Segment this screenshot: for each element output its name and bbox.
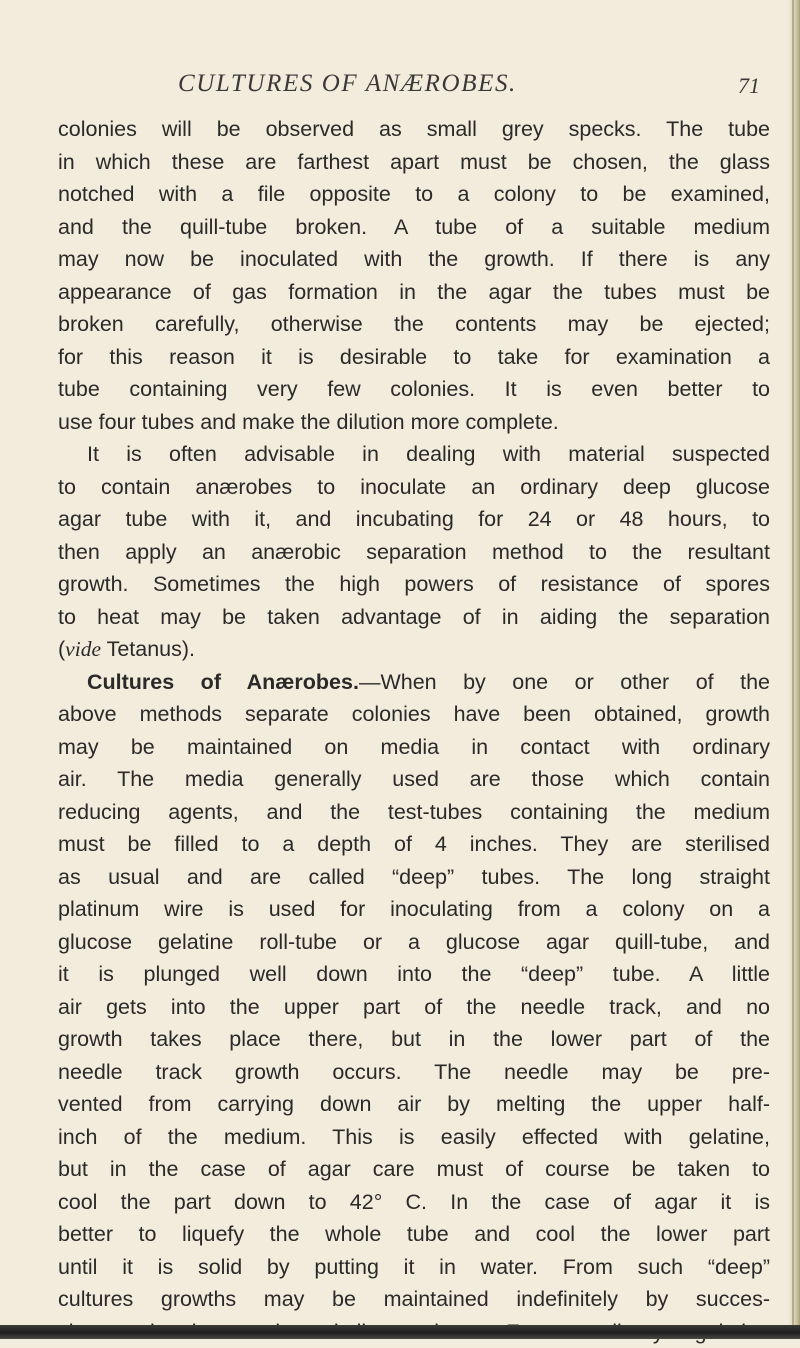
- text-line: use four tubes and make the dilution more complete.: [58, 406, 770, 439]
- page-number: 71: [738, 73, 760, 99]
- text-line: but in the case of agar care must of course be taken to: [58, 1153, 770, 1186]
- text-line: air. The media generally used are those which contain: [58, 763, 770, 796]
- text-line: agar tube with it, and incubating for 24 or 48 hours, to: [58, 503, 770, 536]
- text-line: it is plunged well down into the “deep” tube. A little: [58, 958, 770, 991]
- text-line: above methods separate colonies have been obtained, growth: [58, 698, 770, 731]
- text-line: reducing agents, and the test-tubes containing the medium: [58, 796, 770, 829]
- text-line: must be filled to a depth of 4 inches. They are sterilised: [58, 828, 770, 861]
- text-line: as usual and are called “deep” tubes. The long straight: [58, 861, 770, 894]
- section-heading-line: [58, 666, 770, 699]
- section-heading: Cultures of Anærobes.: [87, 670, 359, 694]
- text-line: broken carefully, otherwise the contents may be ejected;: [58, 308, 770, 341]
- text-line: inch of the medium. This is easily effected with gelatine,: [58, 1121, 770, 1154]
- text-line: cool the part down to 42° C. In the case of agar it is: [58, 1186, 770, 1219]
- text-line: for this reason it is desirable to take for examination a: [58, 341, 770, 374]
- heading-continuation-end: of the: [696, 670, 770, 694]
- text-line: tube containing very few colonies. It is even better to: [58, 373, 770, 406]
- vide-target: Tetanus).: [107, 637, 195, 661]
- scan-bottom-edge: [0, 1325, 800, 1339]
- text-line: growth. Sometimes the high powers of resistance of spores: [58, 568, 770, 601]
- text-line: growth takes place there, but in the lower part of the: [58, 1023, 770, 1056]
- text-line: needle track growth occurs. The needle may be pre-: [58, 1056, 770, 1089]
- running-head: CULTURES OF ANÆROBES.: [178, 70, 517, 98]
- text-line: better to liquefy the whole tube and cool the lower part: [58, 1218, 770, 1251]
- text-line: to contain anærobes to inoculate an ordinary deep glucose: [58, 471, 770, 504]
- text-line: notched with a file opposite to a colony to be examined,: [58, 178, 770, 211]
- vide-reference: vide: [65, 637, 101, 661]
- paragraph-start: It is often advisable in dealing with material suspected: [58, 438, 770, 471]
- text-line: and the quill-tube broken. A tube of a suitable medium: [58, 211, 770, 244]
- text-line: appearance of gas formation in the agar the tubes must be: [58, 276, 770, 309]
- body-text: [58, 113, 770, 1348]
- text-line: colonies will be observed as small grey specks. The tube: [58, 113, 770, 146]
- vide-open-paren: (: [58, 637, 65, 661]
- page-header: [58, 70, 770, 110]
- text-line: in which these are farthest apart must be chosen, the glass: [58, 146, 770, 179]
- text-line: cultures growths may be maintained indefinitely by succes-: [58, 1283, 770, 1316]
- page-edge: [788, 0, 800, 1339]
- page-edge-line: [792, 0, 794, 1339]
- text-line: to heat may be taken advantage of in aiding the separation: [58, 601, 770, 634]
- text-line: until it is solid by putting it in water. From such “deep”: [58, 1251, 770, 1284]
- text-line: then apply an anærobic separation method to the resultant: [58, 536, 770, 569]
- text-line: glucose gelatine roll-tube or a glucose agar quill-tube, and: [58, 926, 770, 959]
- text-line: may be maintained on media in contact with ordinary: [58, 731, 770, 764]
- text-line: may now be inoculated with the growth. If there is any: [58, 243, 770, 276]
- text-line: [58, 633, 770, 666]
- text-line: platinum wire is used for inoculating from a colony on a: [58, 893, 770, 926]
- text-line: air gets into the upper part of the needle track, and no: [58, 991, 770, 1024]
- text-line: vented from carrying down air by melting the upper half-: [58, 1088, 770, 1121]
- heading-continuation: —When by one or other: [359, 670, 669, 694]
